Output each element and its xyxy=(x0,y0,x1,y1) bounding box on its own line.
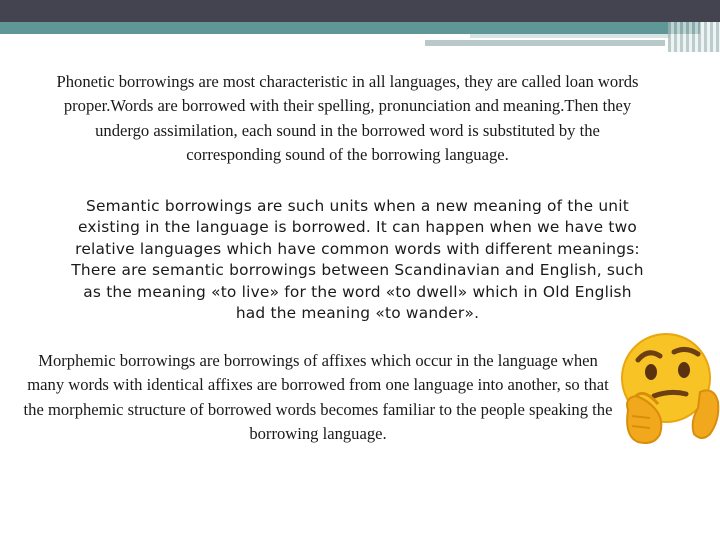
header-accent-line xyxy=(425,40,665,46)
thinking-face-icon xyxy=(614,330,720,450)
header-shadow-decoration xyxy=(668,22,720,52)
phonetic-borrowings-paragraph: Phonetic borrowings are most characteristic in all languages, they are called loan words proper.Words are borrowed with their spelling, pronunciation and meaning.Then they undergo assimilation, each sound in the borrowed word is substituted by the corresponding sound of the borrowing language. xyxy=(56,72,639,164)
morphemic-borrowings-paragraph: Morphemic borrowings are borrowings of affixes which occur in the language when many words with identical affixes are borrowed from one language into another, so that the morphemic structure of borrowed words becomes familiar to the people speaking the borrowing language. xyxy=(23,351,613,443)
semantic-borrowings-paragraph: Semantic borrowings are such units when a new meaning of the unit existing in the language is borrowed. It can happen when we have two relative languages which have common words with different meanings: There are semantic borrowings between Scandinavian and English, such as the meaning «to live» for the word «to dwell» which in Old English had the meaning «to wander». xyxy=(71,197,644,323)
header-accent-stripe xyxy=(0,22,700,34)
header-bar xyxy=(0,0,720,22)
header-accent-line-top xyxy=(470,34,670,38)
